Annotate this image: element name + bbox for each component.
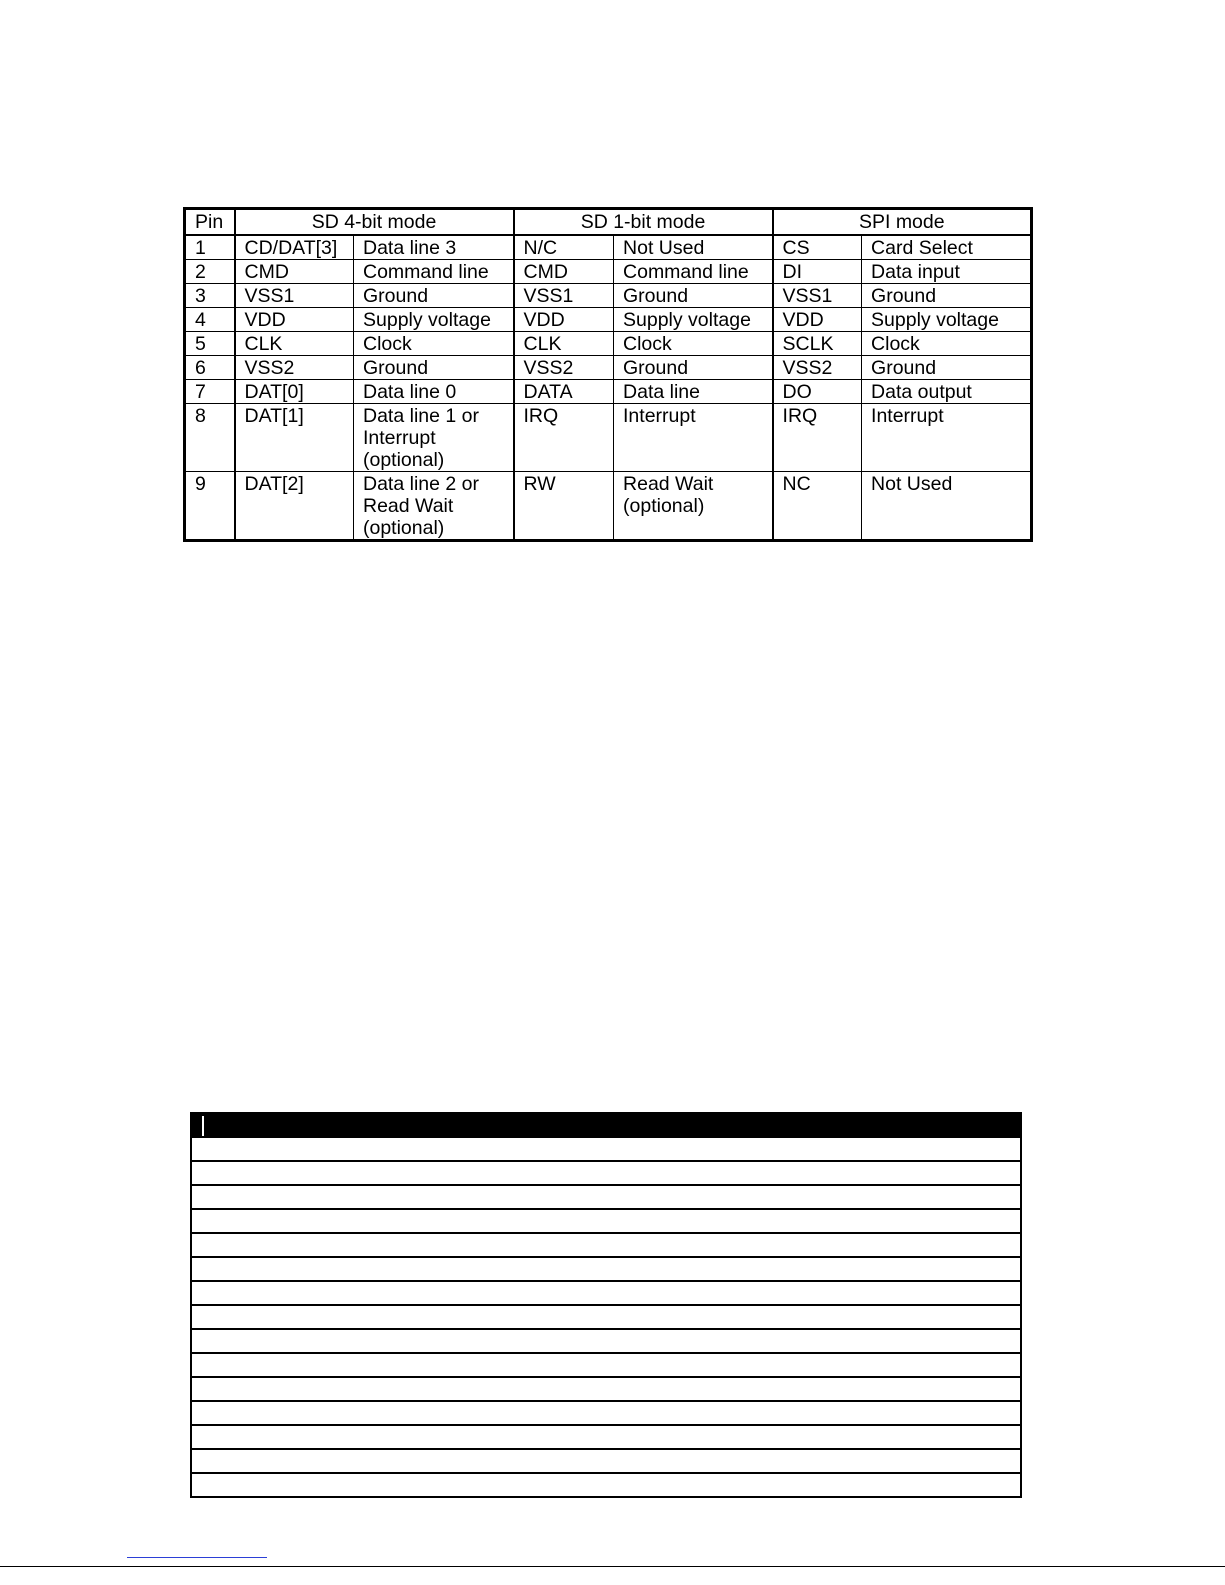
sd1-description-cell: Ground (614, 356, 773, 380)
spi-signal-cell: IRQ (773, 404, 862, 472)
pin-cell: 3 (185, 284, 235, 308)
pin-cell: 7 (185, 380, 235, 404)
sd1-signal-cell: CLK (514, 332, 614, 356)
blank-table-row (191, 1161, 1021, 1185)
blank-table-cell (191, 1185, 1021, 1209)
sd4-signal-cell: CLK (235, 332, 354, 356)
blank-table-row (191, 1377, 1021, 1401)
sd1-signal-cell: IRQ (514, 404, 614, 472)
blank-table-row (191, 1185, 1021, 1209)
sd1-description-cell: Data line (614, 380, 773, 404)
spi-description-cell: Supply voltage (862, 308, 1032, 332)
blank-table-cell (191, 1233, 1021, 1257)
sd4-mode-header: SD 4-bit mode (235, 209, 514, 236)
pin-assignment-table (183, 207, 1033, 542)
sd1-description-cell: Command line (614, 260, 773, 284)
blank-table-row (191, 1281, 1021, 1305)
pin-header: Pin (185, 209, 235, 236)
blank-table-row (191, 1305, 1021, 1329)
spi-description-cell: Interrupt (862, 404, 1032, 472)
blank-table-row (191, 1473, 1021, 1497)
blank-table-row (191, 1353, 1021, 1377)
sd4-description-cell: Command line (354, 260, 514, 284)
sd4-signal-cell: VSS1 (235, 284, 354, 308)
spi-description-cell: Ground (862, 356, 1032, 380)
blank-table-cell (191, 1353, 1021, 1377)
table-row (185, 235, 1032, 260)
footer-link-underline[interactable] (127, 1557, 267, 1558)
spi-signal-cell: SCLK (773, 332, 862, 356)
sd1-signal-cell: RW (514, 472, 614, 541)
blank-table-cell (191, 1257, 1021, 1281)
spi-signal-cell: NC (773, 472, 862, 541)
spi-signal-cell: DI (773, 260, 862, 284)
spi-signal-cell: VSS2 (773, 356, 862, 380)
table-row (185, 284, 1032, 308)
sd1-description-cell: Ground (614, 284, 773, 308)
sd4-description-cell: Data line 1 or Interrupt (optional) (354, 404, 514, 472)
sd1-signal-cell: VSS2 (514, 356, 614, 380)
spi-description-cell: Not Used (862, 472, 1032, 541)
pin-cell: 6 (185, 356, 235, 380)
sd4-signal-cell: DAT[2] (235, 472, 354, 541)
blank-table-cell (191, 1449, 1021, 1473)
table-row (185, 332, 1032, 356)
pin-cell: 4 (185, 308, 235, 332)
spi-description-cell: Card Select (862, 235, 1032, 260)
blank-table-row (191, 1425, 1021, 1449)
blank-table-cell (191, 1161, 1021, 1185)
pin-cell: 1 (185, 235, 235, 260)
blank-table-cell (191, 1377, 1021, 1401)
header-divider-mark (202, 1116, 204, 1136)
pin-table-header-row (185, 209, 1032, 236)
blank-table-header-row (191, 1113, 1021, 1138)
table-row (185, 356, 1032, 380)
blank-table-cell (191, 1281, 1021, 1305)
footer-rule (0, 1566, 1225, 1567)
sd1-signal-cell: CMD (514, 260, 614, 284)
sd1-description-cell: Clock (614, 332, 773, 356)
blank-table-row (191, 1401, 1021, 1425)
sd4-signal-cell: CD/DAT[3] (235, 235, 354, 260)
sd4-description-cell: Ground (354, 356, 514, 380)
spi-signal-cell: VDD (773, 308, 862, 332)
sd1-description-cell: Not Used (614, 235, 773, 260)
sd1-signal-cell: N/C (514, 235, 614, 260)
sd1-signal-cell: VDD (514, 308, 614, 332)
spi-signal-cell: DO (773, 380, 862, 404)
sd1-description-cell: Interrupt (614, 404, 773, 472)
table-row (185, 380, 1032, 404)
table-row (185, 472, 1032, 541)
sd1-signal-cell: DATA (514, 380, 614, 404)
blank-table-cell (191, 1305, 1021, 1329)
sd4-description-cell: Data line 2 or Read Wait (optional) (354, 472, 514, 541)
sd4-description-cell: Ground (354, 284, 514, 308)
sd4-signal-cell: DAT[1] (235, 404, 354, 472)
blank-table-row (191, 1449, 1021, 1473)
spi-mode-header: SPI mode (773, 209, 1032, 236)
sd4-signal-cell: VDD (235, 308, 354, 332)
table-row (185, 308, 1032, 332)
blank-table-row (191, 1138, 1021, 1162)
blank-table-row (191, 1209, 1021, 1233)
pin-cell: 5 (185, 332, 235, 356)
spi-description-cell: Clock (862, 332, 1032, 356)
blank-table-cell (191, 1138, 1021, 1162)
sd4-signal-cell: DAT[0] (235, 380, 354, 404)
sd4-description-cell: Clock (354, 332, 514, 356)
blank-table-cell (191, 1401, 1021, 1425)
spi-signal-cell: VSS1 (773, 284, 862, 308)
sd1-description-cell: Read Wait (optional) (614, 472, 773, 541)
pin-cell: 2 (185, 260, 235, 284)
blank-table-cell (191, 1425, 1021, 1449)
table-row (185, 260, 1032, 284)
sd1-mode-header: SD 1-bit mode (514, 209, 773, 236)
blank-table-cell (191, 1329, 1021, 1353)
sd4-signal-cell: CMD (235, 260, 354, 284)
table-row (185, 404, 1032, 472)
blank-table-row (191, 1233, 1021, 1257)
sd4-description-cell: Data line 0 (354, 380, 514, 404)
spi-description-cell: Data output (862, 380, 1032, 404)
blank-table-header-cell (191, 1113, 1021, 1138)
sd4-description-cell: Supply voltage (354, 308, 514, 332)
pin-cell: 9 (185, 472, 235, 541)
blank-table-cell (191, 1473, 1021, 1497)
blank-table-row (191, 1257, 1021, 1281)
blank-table-row (191, 1329, 1021, 1353)
spi-signal-cell: CS (773, 235, 862, 260)
spi-description-cell: Data input (862, 260, 1032, 284)
sd4-signal-cell: VSS2 (235, 356, 354, 380)
spi-description-cell: Ground (862, 284, 1032, 308)
sd4-description-cell: Data line 3 (354, 235, 514, 260)
blank-table (190, 1112, 1022, 1498)
pin-cell: 8 (185, 404, 235, 472)
sd1-description-cell: Supply voltage (614, 308, 773, 332)
blank-table-cell (191, 1209, 1021, 1233)
sd1-signal-cell: VSS1 (514, 284, 614, 308)
